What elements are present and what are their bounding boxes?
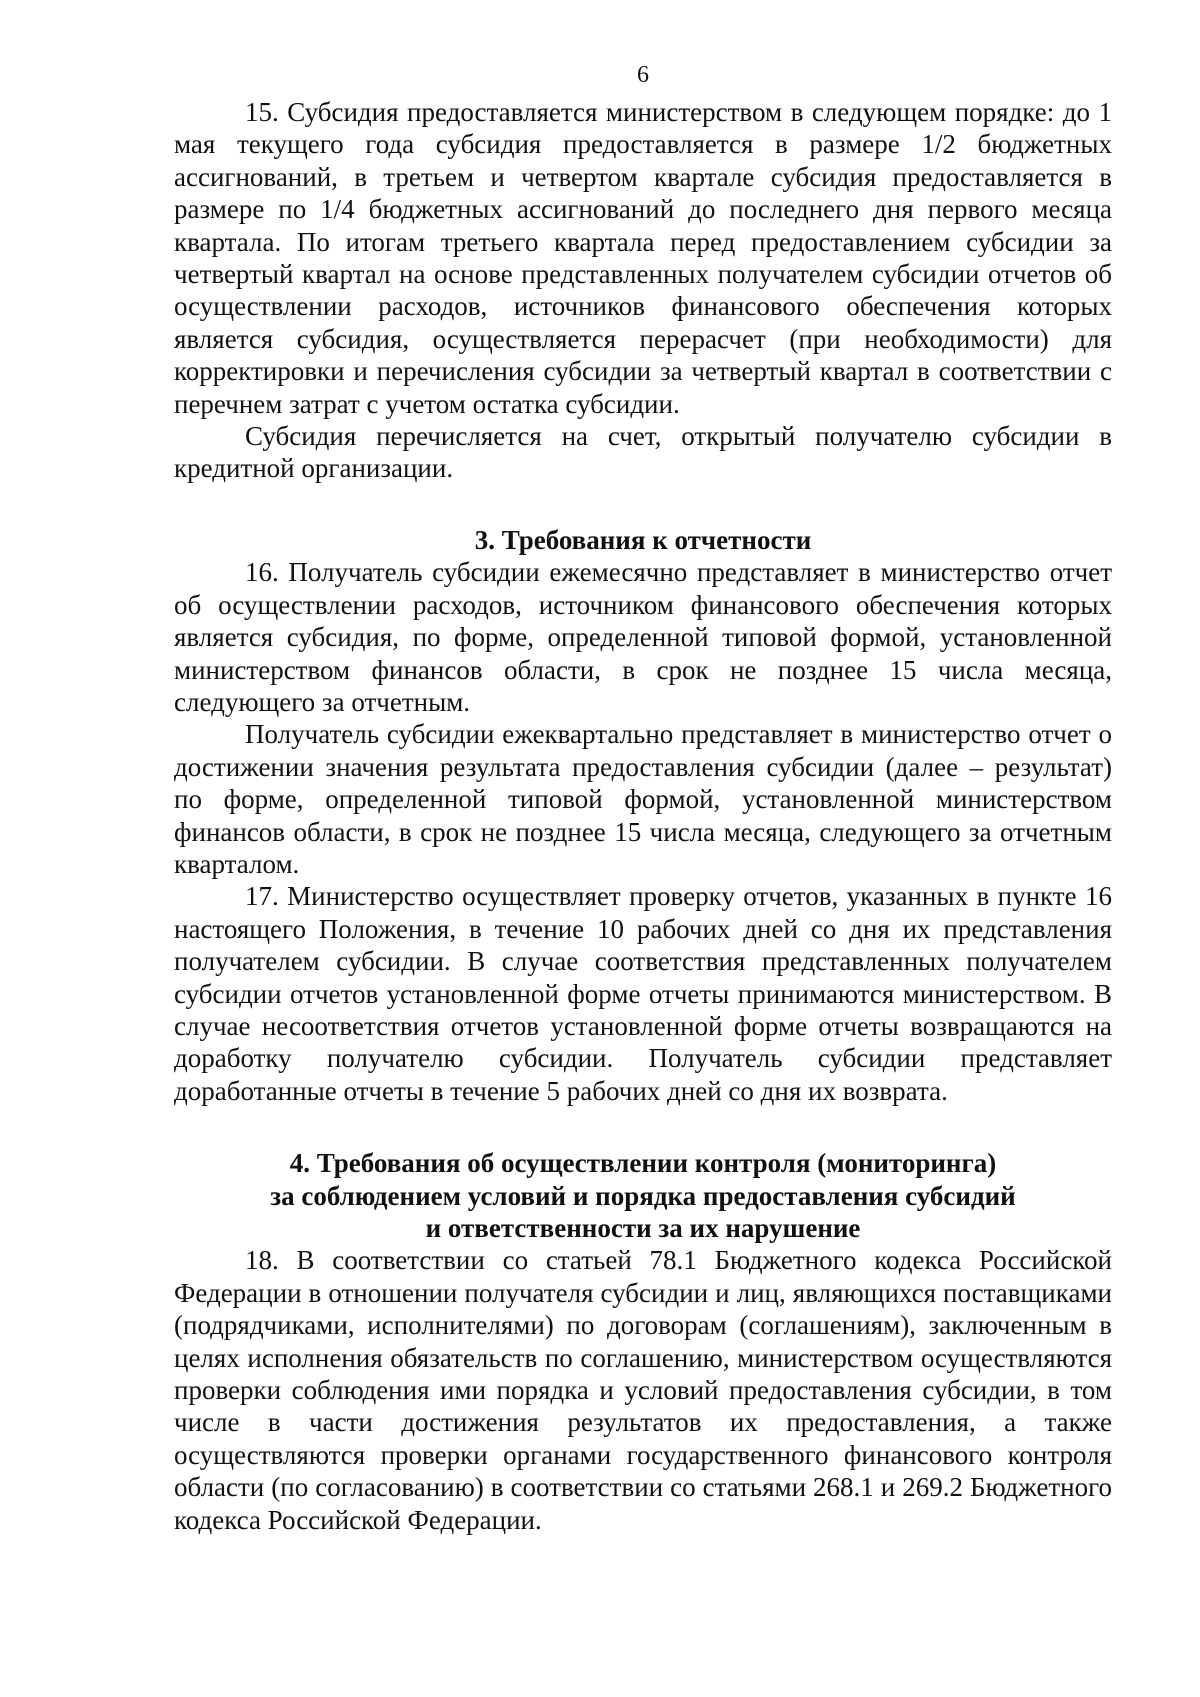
paragraph-16: 16. Получатель субсидии ежемесячно представляет в министерство отчет об осуществлении расходов, источником финансового обеспечения которых является субсидия, по форме, определенной типовой формой, установленной министерством финансов области, в срок не позднее 15 числа месяца, следующего за отчетным. (174, 557, 1112, 717)
paragraph-subsidy-transfer: Субсидия перечисляется на счет, открытый получателю субсидии в кредитной организации. (174, 421, 1112, 484)
section-4-heading-line-2: за соблюдением условий и порядка предоставления субсидий (270, 1180, 1016, 1211)
document-page (174, 60, 1112, 1536)
section-4-heading-line-1: 4. Требования об осуществлении контроля (мониторинга) (289, 1148, 997, 1179)
paragraph-15: 15. Субсидия предоставляется министерством в следующем порядке: до 1 мая текущего года субсидия предоставляется в размере 1/2 бюджетных ассигнований, в третьем и четвертом квартале субсидия предоставляется в размере по 1/4 бюджетных ассигнований до последнего дня первого месяца квартала. По итогам третьего квартала перед предоставлением субсидии за четвертый квартал на основе представленных получателем субсидии отчетов об осуществлении расходов, источников финансового обеспечения которых является субсидия, осуществляется перерасчет (при необходимости) для корректировки и перечисления субсидии за четвертый квартал в соответствии с перечнем затрат с учетом остатка субсидии. (174, 97, 1112, 419)
section-4-heading (174, 1147, 1112, 1244)
section-4-heading-line-3: и ответственности за их нарушение (425, 1213, 861, 1243)
section-3-heading: 3. Требования к отчетности (474, 524, 812, 555)
page-number: 6 (637, 62, 649, 88)
paragraph-quarterly-report: Получатель субсидии ежеквартально представляет в министерство отчет о достижении значения результата предоставления субсидии (далее – результат) по форме, определенной типовой формой, установленной министерством финансов области, в срок не позднее 15 числа месяца, следующего за отчетным кварталом. (174, 719, 1112, 879)
paragraph-18: 18. В соответствии со статьей 78.1 Бюджетного кодекса Российской Федерации в отношении получателя субсидии и лиц, являющихся поставщиками (подрядчиками, исполнителями) по договорам (соглашениям), заключенным в целях исполнения обязательств по соглашению, министерством осуществляются проверки соблюдения ими порядка и условий предоставления субсидии, в том числе в части достижения результатов их предоставления, а также осуществляются проверки органами государственного финансового контроля области (по согласованию) в соответствии со статьями 268.1 и 269.2 Бюджетного кодекса Российской Федерации. (174, 1245, 1112, 1535)
paragraph-17: 17. Министерство осуществляет проверку отчетов, указанных в пункте 16 настоящего Положения, в течение 10 рабочих дней со дня их представления получателем субсидии. В случае соответствия представленных получателем субсидии отчетов установленной форме отчеты принимаются министерством. В случае несоответствия отчетов установленной форме отчеты возвращаются на доработку получателю субсидии. Получатель субсидии представляет доработанные отчеты в течение 5 рабочих дней со дня их возврата. (174, 881, 1112, 1106)
